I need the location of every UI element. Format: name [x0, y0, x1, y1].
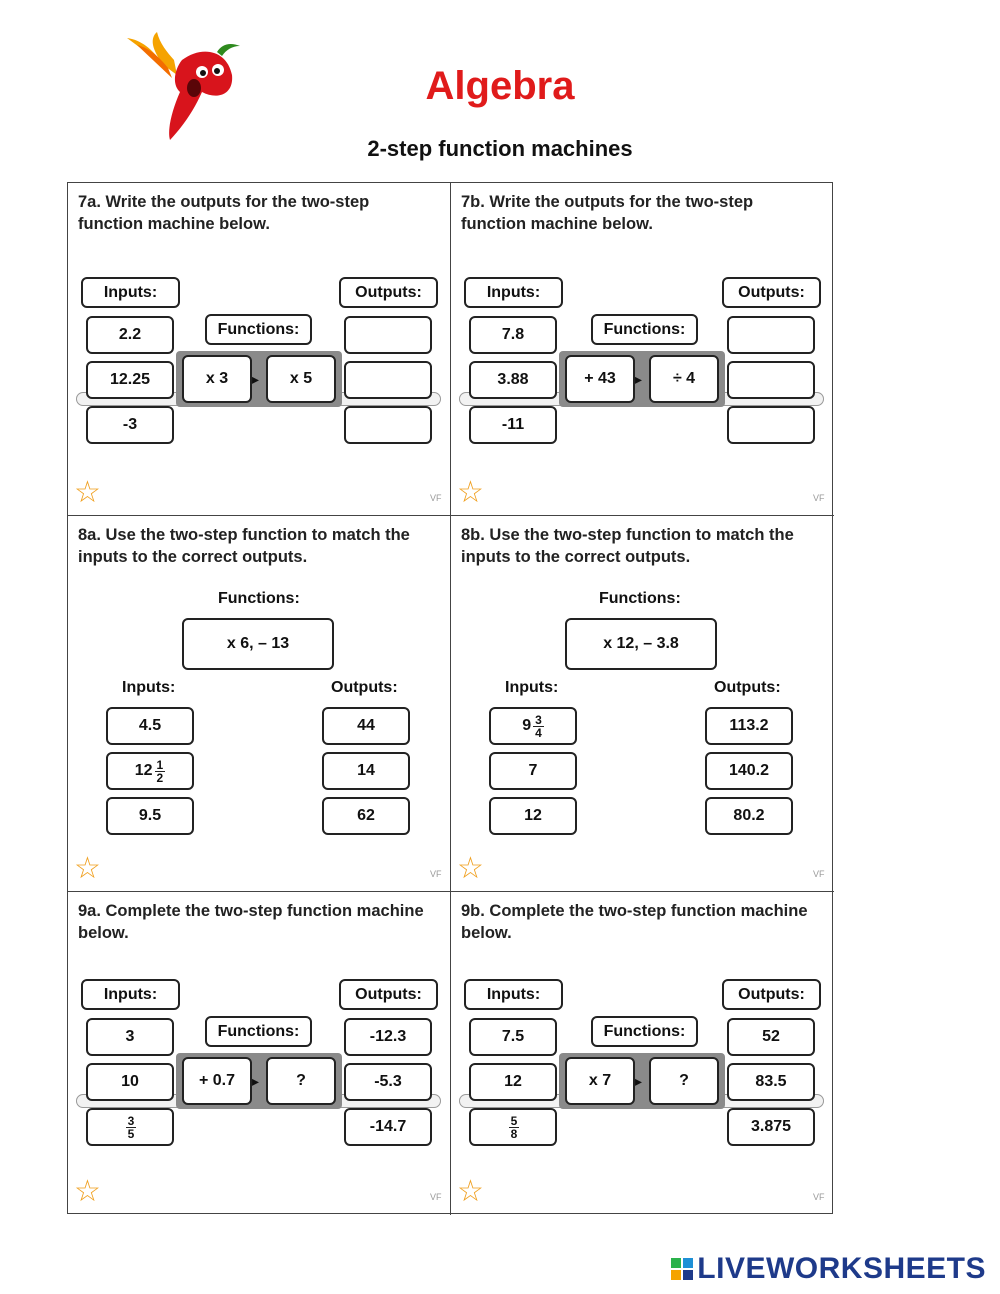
fraction: $\frac{1}{2}$ — [156, 757, 164, 785]
output-box[interactable]: 113.2 — [705, 707, 793, 745]
input-box: 2.2 — [86, 316, 174, 354]
function-box: x 12, – 3.8 — [565, 618, 717, 670]
outputs-label: Outputs: — [722, 277, 821, 308]
function-input[interactable]: ? — [649, 1057, 719, 1105]
input-input[interactable] — [86, 1108, 174, 1146]
input-box[interactable]: 9.5 — [106, 797, 194, 835]
mixed-whole: 9 — [522, 717, 532, 734]
question-text: 9a. Complete the two-step function machine below. — [78, 902, 424, 942]
arrow-icon: ▸ — [252, 1073, 260, 1089]
functions-label: Functions: — [591, 314, 698, 345]
function-box: ÷ 4 — [649, 355, 719, 403]
output-box[interactable]: 14 — [322, 752, 410, 790]
inputs-label: Inputs: — [464, 277, 563, 308]
output-box: -12.3 — [344, 1018, 432, 1056]
page-subtitle: 2-step function machines — [367, 136, 633, 161]
functions-label: Functions: — [218, 590, 300, 607]
inputs-label: Inputs: — [464, 979, 563, 1010]
function-box: x 6, – 13 — [182, 618, 334, 670]
fraction: $\frac{3}{5}$ — [127, 1113, 135, 1141]
output-box[interactable]: 62 — [322, 797, 410, 835]
output-box: 3.875 — [727, 1108, 815, 1146]
output-input[interactable] — [344, 406, 432, 444]
input-box: 7.8 — [469, 316, 557, 354]
page-title: Algebra — [425, 64, 575, 108]
fraction: $\frac{5}{8}$ — [510, 1113, 518, 1141]
brand-name: LIVEWORKSHEETS — [697, 1252, 986, 1285]
output-box: 83.5 — [727, 1063, 815, 1101]
output-input[interactable] — [727, 316, 815, 354]
output-box: 52 — [727, 1018, 815, 1056]
input-box[interactable]: 12 — [489, 797, 577, 835]
input-box: 7.5 — [469, 1018, 557, 1056]
vf-mark: VF — [813, 1192, 825, 1202]
question-text: 8a. Use the two-step function to match the inputs to the correct outputs. — [78, 526, 410, 566]
output-box[interactable]: 44 — [322, 707, 410, 745]
outputs-label: Outputs: — [339, 979, 438, 1010]
input-box[interactable] — [106, 752, 194, 790]
output-input[interactable] — [344, 316, 432, 354]
star-icon: ☆ — [457, 476, 484, 509]
input-box[interactable] — [489, 707, 577, 745]
input-box: 12.25 — [86, 361, 174, 399]
star-icon: ☆ — [457, 1175, 484, 1208]
inputs-label: Inputs: — [81, 979, 180, 1010]
outputs-label: Outputs: — [331, 679, 398, 696]
output-box[interactable]: 80.2 — [705, 797, 793, 835]
functions-label: Functions: — [205, 314, 312, 345]
function-box: x 5 — [266, 355, 336, 403]
question-text: 7b. Write the outputs for the two-step function machine below. — [461, 193, 754, 233]
star-icon: ☆ — [74, 852, 101, 885]
question-text: 7a. Write the outputs for the two-step function machine below. — [78, 193, 370, 233]
panel-9a — [68, 892, 451, 1215]
inputs-label: Inputs: — [122, 679, 176, 696]
inputs-label: Inputs: — [505, 679, 559, 696]
outputs-label: Outputs: — [339, 277, 438, 308]
panel-8a — [68, 516, 451, 892]
star-icon: ☆ — [74, 1175, 101, 1208]
fraction: $\frac{3}{4}$ — [535, 712, 542, 740]
question-text: 8b. Use the two-step function to match the inputs to the correct outputs. — [461, 526, 794, 566]
output-input[interactable] — [727, 361, 815, 399]
input-box: 12 — [469, 1063, 557, 1101]
mixed-whole: 12 — [134, 762, 153, 779]
input-box: 3.88 — [469, 361, 557, 399]
input-box: 10 — [86, 1063, 174, 1101]
vf-mark: VF — [813, 869, 825, 879]
output-box[interactable]: 140.2 — [705, 752, 793, 790]
output-box: -14.7 — [344, 1108, 432, 1146]
functions-label: Functions: — [591, 1016, 698, 1047]
input-input[interactable] — [469, 1108, 557, 1146]
star-icon: ☆ — [74, 476, 101, 509]
vf-mark: VF — [430, 869, 442, 879]
input-box: 3 — [86, 1018, 174, 1056]
input-box[interactable]: 4.5 — [106, 707, 194, 745]
vf-mark: VF — [813, 493, 825, 503]
panel-7a — [68, 183, 451, 516]
function-box: + 43 — [565, 355, 635, 403]
panel-9b — [451, 892, 834, 1215]
inputs-label: Inputs: — [81, 277, 180, 308]
outputs-label: Outputs: — [714, 679, 781, 696]
outputs-label: Outputs: — [722, 979, 821, 1010]
output-input[interactable] — [344, 361, 432, 399]
panel-7b — [451, 183, 834, 516]
output-input[interactable] — [727, 406, 815, 444]
vf-mark: VF — [430, 1192, 442, 1202]
worksheet-grid — [67, 182, 833, 1214]
function-box: x 3 — [182, 355, 252, 403]
arrow-icon: ▸ — [635, 1073, 643, 1089]
liveworksheets-brand — [671, 1252, 986, 1286]
input-box: -3 — [86, 406, 174, 444]
input-box: -11 — [469, 406, 557, 444]
functions-label: Functions: — [205, 1016, 312, 1047]
input-box[interactable]: 7 — [489, 752, 577, 790]
function-box: x 7 — [565, 1057, 635, 1105]
vf-mark: VF — [430, 493, 442, 503]
functions-label: Functions: — [599, 590, 681, 607]
function-input[interactable]: ? — [266, 1057, 336, 1105]
function-box: + 0.7 — [182, 1057, 252, 1105]
brand-logo-icon — [671, 1258, 693, 1280]
star-icon: ☆ — [457, 852, 484, 885]
output-box: -5.3 — [344, 1063, 432, 1101]
arrow-icon: ▸ — [252, 371, 260, 387]
arrow-icon: ▸ — [635, 371, 643, 387]
question-text: 9b. Complete the two-step function machine below. — [461, 902, 808, 942]
panel-8b — [451, 516, 834, 892]
